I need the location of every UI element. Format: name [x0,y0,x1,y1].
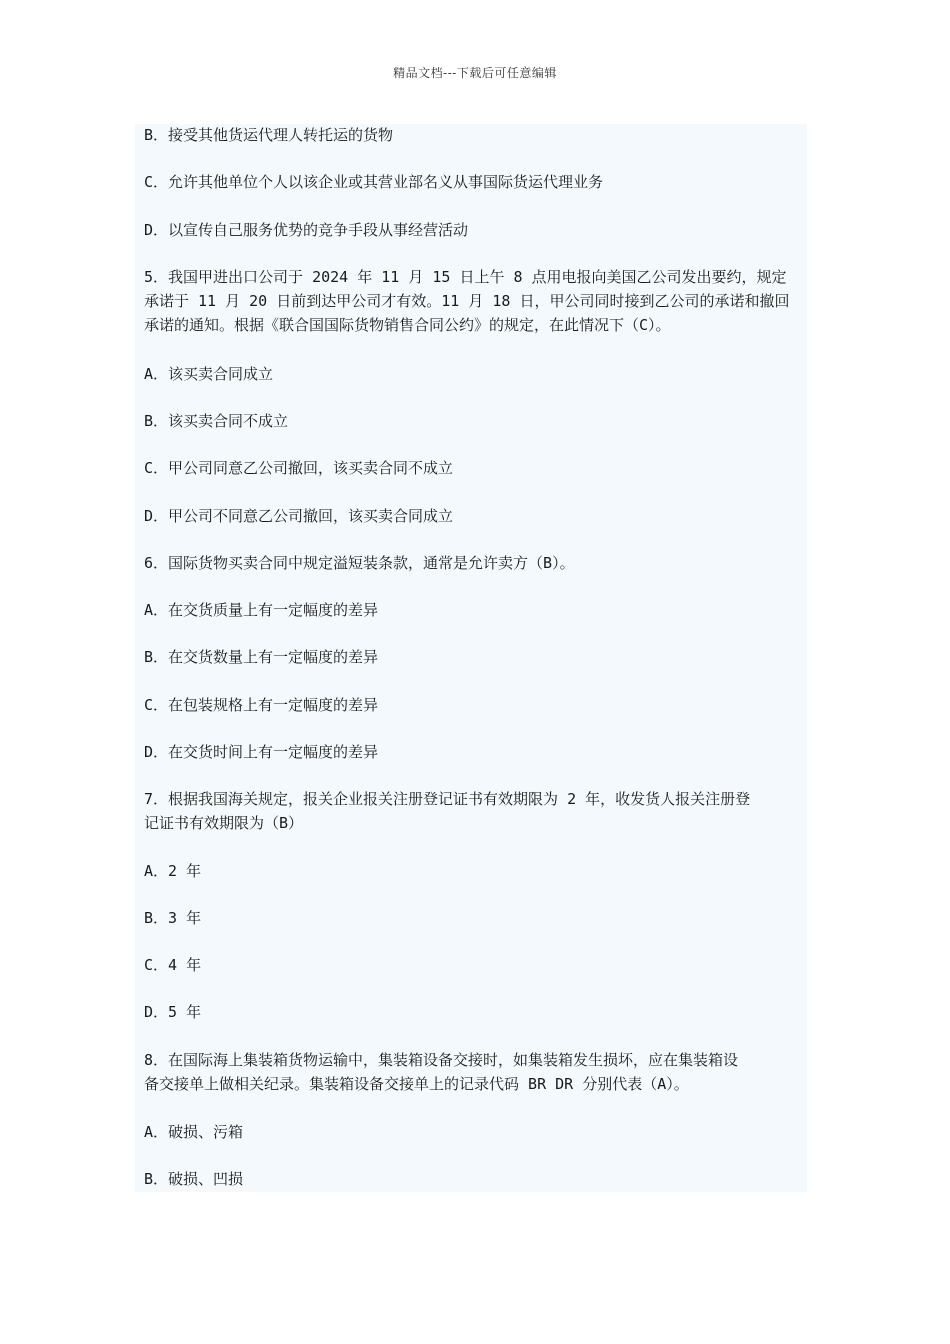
option-line: A．在交货质量上有一定幅度的差异 [144,601,379,619]
option-line: B．3 年 [144,909,202,927]
question-line: 承诺的通知。根据《联合国国际货物销售合同公约》的规定，在此情况下（C）。 [144,316,671,334]
question-line: 承诺于 11 月 20 日前到达甲公司才有效。11 月 18 日，甲公司同时接到乙公司的承诺和撤回 [144,292,790,310]
option-line: C．甲公司同意乙公司撤回，该买卖合同不成立 [144,459,454,477]
question-line: 5．我国甲进出口公司于 2024 年 11 月 15 日上午 8 点用电报向美国乙公司发出要约，规定 [144,268,787,286]
question-line: 6．国际货物买卖合同中规定溢短装条款，通常是允许卖方（B）。 [144,554,575,572]
question-line: 备交接单上做相关纪录。集装箱设备交接单上的记录代码 BR DR 分别代表（A）。 [144,1075,689,1093]
option-line: A．2 年 [144,862,202,880]
option-line: D．甲公司不同意乙公司撤回，该买卖合同成立 [144,507,454,525]
option-line: D．5 年 [144,1003,202,1021]
option-line: A．该买卖合同成立 [144,365,274,383]
option-line: C．允许其他单位个人以该企业或其营业部名义从事国际货运代理业务 [144,173,604,191]
option-line: B．该买卖合同不成立 [144,412,289,430]
document-content [135,124,807,1192]
question-line: 记证书有效期限为（B） [144,814,304,832]
page-header-watermark: 精品文档---下载后可任意编辑 [393,66,557,80]
option-line: B．在交货数量上有一定幅度的差异 [144,648,379,666]
option-line: C．在包装规格上有一定幅度的差异 [144,696,379,714]
option-line: D．在交货时间上有一定幅度的差异 [144,743,379,761]
question-line: 8．在国际海上集装箱货物运输中，集装箱设备交接时，如集装箱发生损坏，应在集装箱设 [144,1051,739,1069]
option-line: D．以宣传自己服务优势的竞争手段从事经营活动 [144,221,469,239]
option-line: B．破损、凹损 [144,1170,244,1188]
option-line: B．接受其他货运代理人转托运的货物 [144,126,394,144]
question-line: 7．根据我国海关规定，报关企业报关注册登记证书有效期限为 2 年，收发货人报关注册登 [144,790,751,808]
option-line: A．破损、污箱 [144,1123,244,1141]
option-line: C．4 年 [144,956,202,974]
